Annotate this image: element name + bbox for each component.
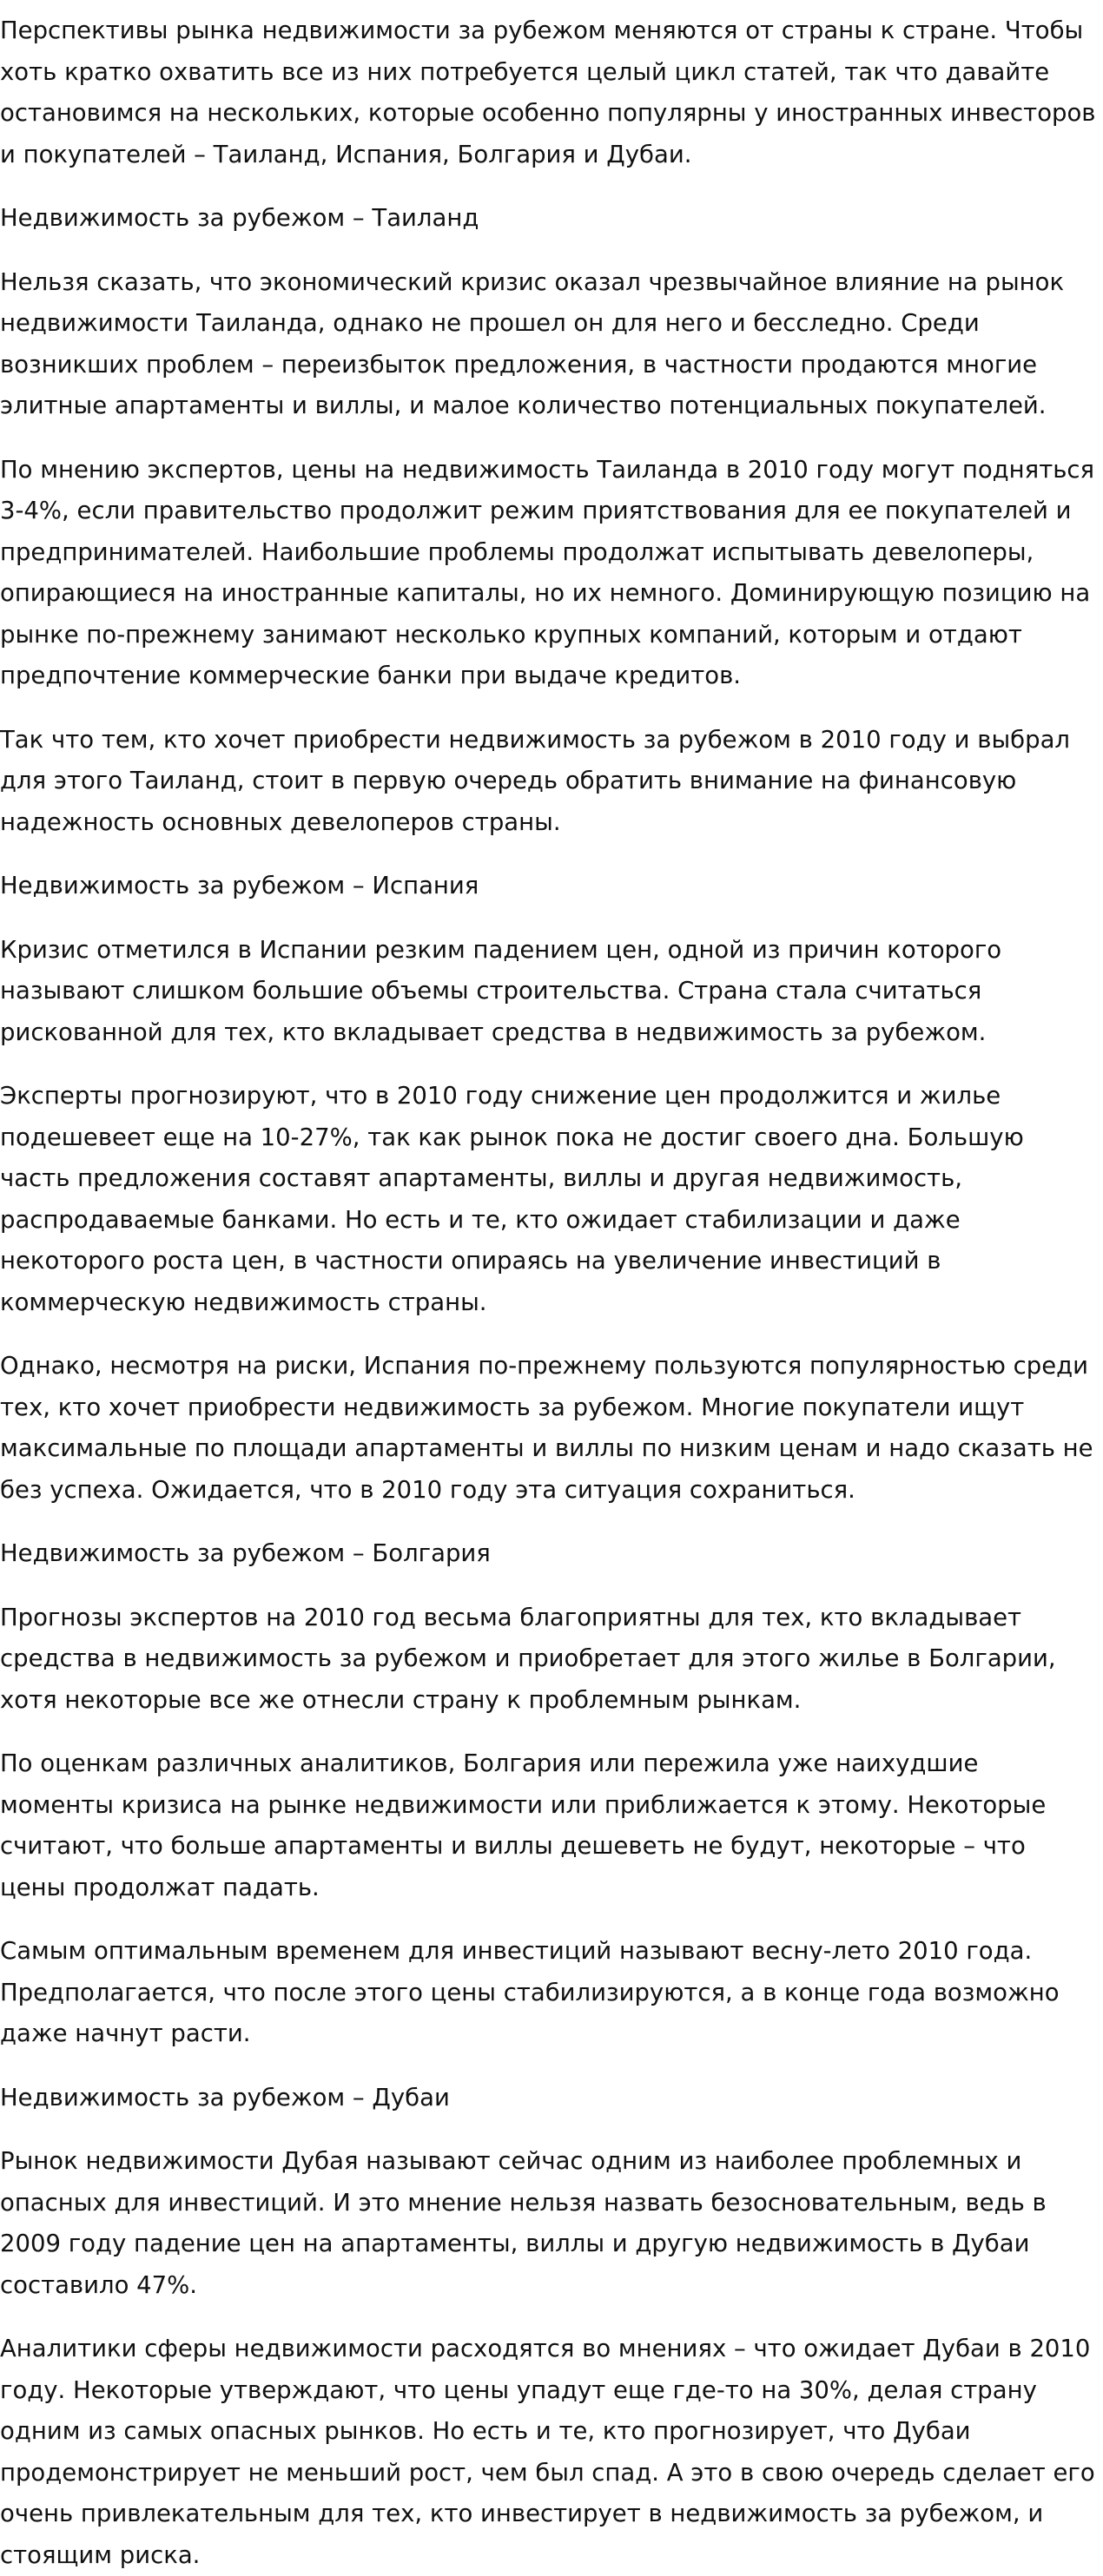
spain-paragraph-1: Кризис отметился в Испании резким падением цен, одной из причин которого называют слишком большие объемы строительства. Страна стала считаться рискованной для тех, кто вкладывает средства в недвижимость за рубежом. xyxy=(0,935,1002,1046)
dubai-paragraph-1: Рынок недвижимости Дубая называют сейчас одним из наиболее проблемных и опасных для инвестиций. И это мнение нельзя назвать безосновательным, ведь в 2009 году падение цен на апартаменты, виллы и другую недвижимость в Дубаи составило 47%. xyxy=(0,2147,1047,2299)
dubai-paragraph-2: Аналитики сферы недвижимости расходятся во мнениях – что ожидает Дубаи в 2010 году. Некоторые утверждают, что цены упадут еще где-то на 30%, делая страну одним из самых опасных рынков. Но есть и те, кто прогнозирует, что Дубаи продемонстрирует не меньший рост, чем был спад. А это в свою очередь сделает его очень привлекательным для тех, кто инвестирует в недвижимость за рубежом, и стоящим риска. xyxy=(0,2335,1095,2569)
spain-paragraph-3: Однако, несмотря на риски, Испания по-прежнему пользуются популярностью среди тех, кто хочет приобрести недвижимость за рубежом. Многие покупатели ищут максимальные по площади апартаменты и виллы по низким ценам и надо сказать не без успеха. Ожидается, что в 2010 году эта ситуация сохраниться. xyxy=(0,1352,1093,1504)
section-heading-dubai: Недвижимость за рубежом – Дубаи xyxy=(0,2083,450,2112)
intro-paragraph: Перспективы рынка недвижимости за рубежом меняются от страны к стране. Чтобы хоть кратко охватить все из них потребуется целый цикл статей, так что давайте остановимся на нескольких, которые особенно популярны у иностранных инвесторов и покупателей – Таиланд, Испания, Болгария и Дубаи. xyxy=(0,16,1096,168)
section-heading-thailand: Недвижимость за рубежом – Таиланд xyxy=(0,204,479,232)
bulgaria-paragraph-1: Прогнозы экспертов на 2010 год весьма благоприятны для тех, кто вкладывает средства в недвижимость за рубежом и приобретает для этого жилье в Болгарии, хотя некоторые все же отнесли страну к проблемным рынкам. xyxy=(0,1603,1056,1714)
bulgaria-paragraph-2: По оценкам различных аналитиков, Болгария или пережила уже наихудшие моменты кризиса на рынке недвижимости или приближается к этому. Некоторые считают, что больше апартаменты и виллы дешеветь не будут, некоторые – что цены продолжат падать. xyxy=(0,1749,1047,1901)
section-heading-bulgaria: Недвижимость за рубежом – Болгария xyxy=(0,1539,491,1567)
bulgaria-paragraph-3: Самым оптимальным временем для инвестиций называют весну-лето 2010 года. Предполагается, что после этого цены стабилизируются, а в конце года возможно даже начнут расти. xyxy=(0,1937,1060,2047)
section-heading-spain: Недвижимость за рубежом – Испания xyxy=(0,872,479,899)
thailand-paragraph-2: По мнению экспертов, цены на недвижимость Таиланда в 2010 году могут подняться 3-4%, если правительство продолжит режим приятствования для ее покупателей и предпринимателей. Наибольшие проблемы продолжат испытывать девелоперы, опирающиеся на иностранные капиталы, но их немного. Доминирующую позицию на рынке по-прежнему занимают несколько крупных компаний, которым и отдают предпочтение коммерческие банки при выдаче кредитов. xyxy=(0,455,1095,689)
thailand-paragraph-3: Так что тем, кто хочет приобрести недвижимость за рубежом в 2010 году и выбрал для этого Таиланд, стоит в первую очередь обратить внимание на финансовую надежность основных девелоперов страны. xyxy=(0,725,1071,836)
thailand-paragraph-1: Нельзя сказать, что экономический кризис оказал чрезвычайное влияние на рынок недвижимости Таиланда, однако не прошел он для него и бесследно. Среди возникших проблем – переизбыток предложения, в частности продаются многие элитные апартаменты и виллы, и малое количество потенциальных покупателей. xyxy=(0,267,1065,419)
spain-paragraph-2: Эксперты прогнозируют, что в 2010 году снижение цен продолжится и жилье подешевеет еще на 10-27%, так как рынок пока не достиг своего дна. Большую часть предложения составят апартаменты, виллы и другая недвижимость, распродаваемые банками. Но есть и те, кто ожидает стабилизации и даже некоторого роста цен, в частности опираясь на увеличение инвестиций в коммерческую недвижимость страны. xyxy=(0,1082,1024,1316)
